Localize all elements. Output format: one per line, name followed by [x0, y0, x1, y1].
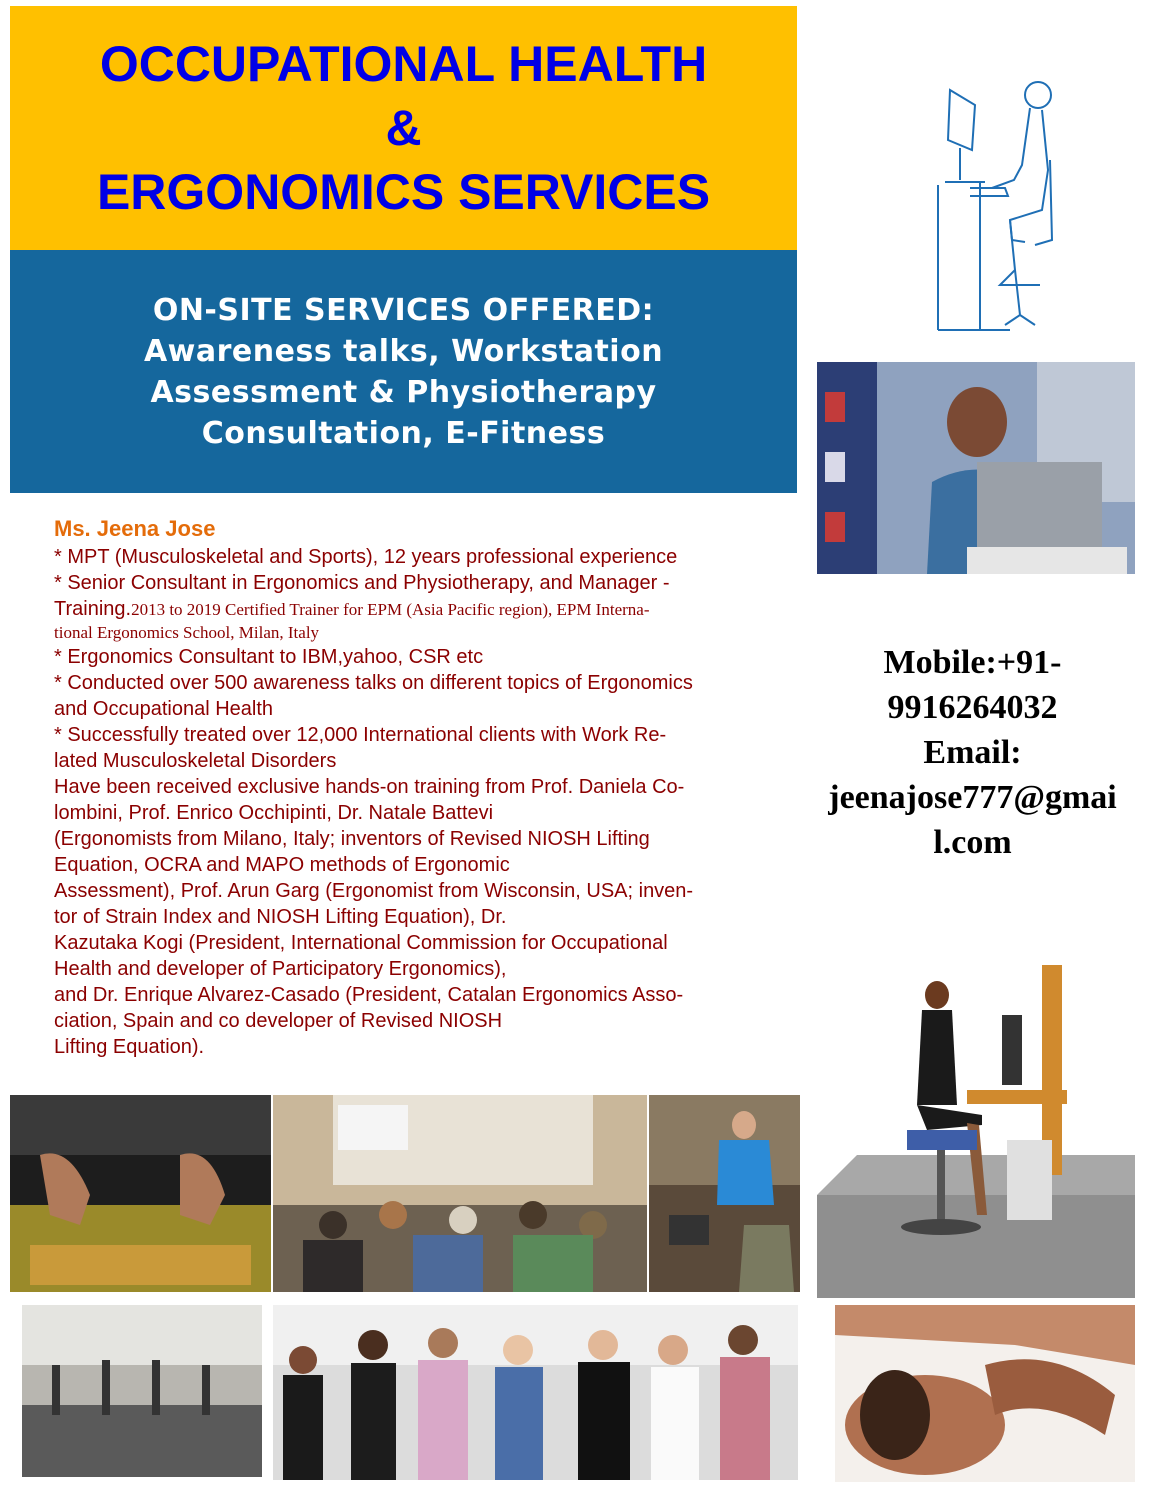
bio-line: lated Musculoskeletal Disorders: [54, 750, 337, 772]
bio-line: (Ergonomists from Milano, Italy; inventors of Revised NIOSH Lifting: [54, 828, 650, 850]
speaker-photo: [817, 362, 1135, 574]
services-heading: ON-SITE SERVICES OFFERED:: [152, 292, 655, 328]
bio-line: 2013 to 2019 Certified Trainer for EPM (Asia Pacific region), EPM Interna-: [131, 600, 650, 619]
profile-section: [54, 514, 794, 1060]
workstation-render: [817, 965, 1135, 1298]
bio-line: Health and developer of Participatory Ergonomics),: [54, 958, 507, 980]
hands-keyboard-photo: [10, 1095, 271, 1292]
bio-line: and Dr. Enrique Alvarez-Casado (President, Catalan Ergonomics Asso-: [54, 984, 684, 1006]
bio-line: tional Ergonomics School, Milan, Italy: [54, 623, 320, 642]
bio-line: ciation, Spain and co developer of Revised NIOSH: [54, 1010, 503, 1032]
title-banner: [10, 6, 797, 250]
title-line-1: OCCUPATIONAL HEALTH: [99, 36, 708, 92]
mobile-label: Mobile:+91-: [883, 644, 1062, 681]
services-line-3: Assessment & Physiotherapy: [150, 374, 657, 410]
bio-line: * Senior Consultant in Ergonomics and Physiotherapy, and Manager -: [54, 572, 670, 594]
consultant-name: Ms. Jeena Jose: [54, 516, 216, 541]
contact-info: [800, 640, 1145, 865]
email-label: Email:: [923, 734, 1022, 771]
services-line-2: Awareness talks, Workstation: [143, 333, 664, 369]
services-banner: [10, 250, 797, 493]
bio-line: Equation, OCRA and MAPO methods of Ergonomic: [54, 854, 510, 876]
bio-line: * Conducted over 500 awareness talks on different topics of Ergonomics: [54, 672, 693, 694]
email-address-part1[interactable]: jeenajose777@gmai: [828, 779, 1117, 816]
bio-line: Assessment), Prof. Arun Garg (Ergonomist from Wisconsin, USA; inven-: [54, 880, 694, 902]
training-room-photo: [273, 1095, 647, 1292]
bio-line: * Ergonomics Consultant to IBM,yahoo, CSR etc: [54, 646, 484, 668]
bio-line: Training.: [54, 598, 132, 620]
physiotherapy-photo: [835, 1305, 1135, 1482]
title-line-3: ERGONOMICS SERVICES: [96, 164, 711, 220]
bio-line: Kazutaka Kogi (President, International Commission for Occupational: [54, 932, 668, 954]
bio-line: Lifting Equation).: [54, 1036, 205, 1058]
bio-line: and Occupational Health: [54, 698, 274, 720]
workstation-assessment-photo: [649, 1095, 800, 1292]
office-stretch-photo: [22, 1305, 262, 1477]
bio-line: tor of Strain Index and NIOSH Lifting Equation), Dr.: [54, 906, 507, 928]
group-photo: [273, 1305, 798, 1480]
workstation-drawing: [930, 70, 1060, 335]
title-line-2: &: [385, 100, 422, 156]
email-address-part2[interactable]: l.com: [933, 824, 1012, 861]
mobile-number[interactable]: 9916264032: [887, 689, 1058, 726]
bio-line: lombini, Prof. Enrico Occhipinti, Dr. Natale Battevi: [54, 802, 494, 824]
bio-line: * MPT (Musculoskeletal and Sports), 12 years professional experience: [54, 546, 678, 568]
services-line-4: Consultation, E-Fitness: [201, 415, 606, 451]
bio-line: Have been received exclusive hands-on training from Prof. Daniela Co-: [54, 776, 685, 798]
bio-line: * Successfully treated over 12,000 International clients with Work Re-: [54, 724, 667, 746]
